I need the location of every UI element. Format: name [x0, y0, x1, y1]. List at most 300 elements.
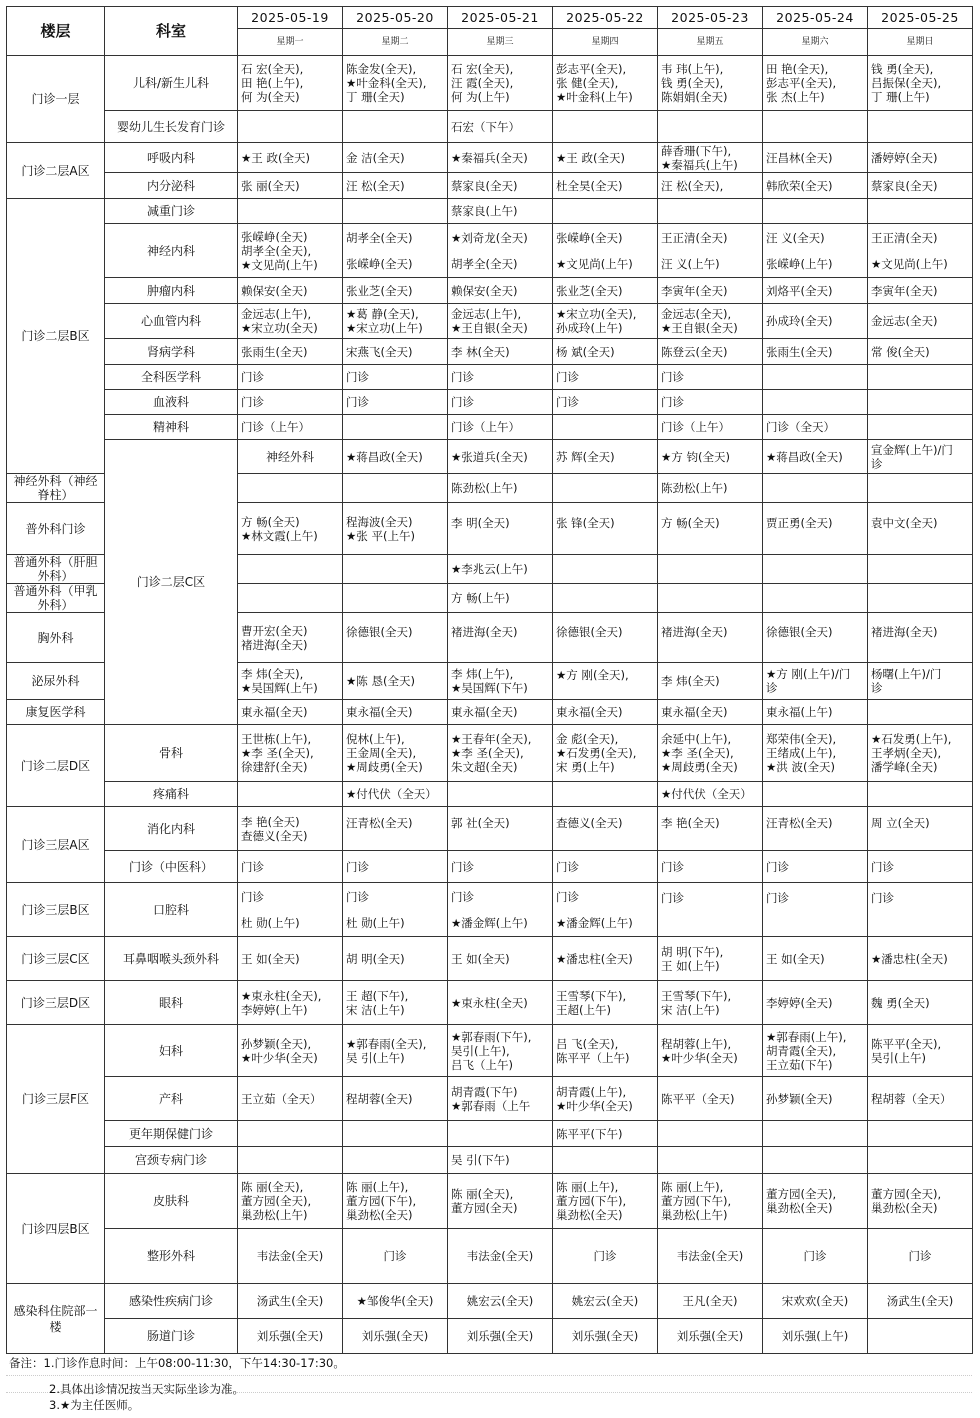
doctor-entry: 杜 勋(上午) [241, 915, 300, 930]
schedule-cell [343, 1229, 448, 1284]
floor-cell: 门诊二层B区 [7, 199, 105, 474]
schedule-cell [553, 143, 658, 173]
weekday-header: 星期五 [658, 29, 763, 56]
doctor-entry: 褚进海(全天) [871, 624, 938, 639]
schedule-cell [763, 1319, 868, 1354]
doctor-entry: 汪昌林(全天) [766, 150, 833, 165]
doctor-entry [661, 530, 759, 542]
doctor-entry: ★方 刚(全天), [556, 668, 629, 682]
doctor-entry: 赖保安(全天) [241, 283, 308, 298]
doctor-entry: 金 洁(全天) [346, 150, 405, 165]
doctor-entry: 胡青霞(全天), [766, 1043, 837, 1058]
doctor-entry [346, 245, 444, 257]
doctor-entry: 门诊（全天） [766, 420, 835, 434]
schedule-cell [553, 584, 658, 613]
schedule-cell [868, 365, 973, 390]
doctor-entry: 张 锋(全天) [556, 515, 615, 530]
dept-cell: 普外科门诊 [7, 503, 105, 555]
schedule-cell [553, 365, 658, 390]
doctor-entry [241, 904, 339, 916]
doctor-entry: 汪 霞(全天), [451, 76, 514, 90]
schedule-cell [868, 111, 973, 143]
dept-cell: 感染性疾病门诊 [105, 1284, 238, 1319]
table-row [7, 1077, 973, 1121]
schedule-cell [448, 1319, 553, 1354]
doctor-entry: 赖保安(全天) [451, 283, 518, 298]
schedule-cell [448, 224, 553, 278]
schedule-cell [658, 1174, 763, 1229]
schedule-cell [238, 173, 343, 199]
dept-cell: 整形外科 [105, 1229, 238, 1284]
schedule-cell [553, 224, 658, 278]
doctor-entry: 门诊 [241, 370, 264, 384]
schedule-cell [448, 365, 553, 390]
doctor-entry: ★秦福兵(全天) [451, 150, 528, 165]
doctor-entry: 吴引(上午) [871, 1050, 926, 1065]
table-row [7, 199, 973, 224]
doctor-entry: 石 宏(全天), [241, 62, 304, 76]
schedule-cell [553, 56, 658, 111]
schedule-cell [763, 883, 868, 937]
doctor-entry: ★林文霞(上午) [241, 528, 318, 543]
doctor-entry: 徐德银(全天) [346, 624, 413, 639]
doctor-entry: 程海波(全天) [346, 514, 413, 529]
doctor-entry: 门诊 [451, 859, 474, 874]
schedule-cell [553, 807, 658, 851]
schedule-cell [553, 440, 658, 474]
schedule-cell [868, 584, 973, 613]
doctor-entry: 张嵘峥(全天) [556, 230, 623, 245]
schedule-cell [343, 173, 448, 199]
doctor-entry: 门诊 [241, 859, 264, 874]
doctor-entry: 刘乐强(全天) [361, 1329, 429, 1343]
schedule-cell [238, 981, 343, 1025]
doctor-entry: 汪 义(全天) [766, 230, 825, 245]
schedule-cell [343, 304, 448, 339]
schedule-cell [658, 111, 763, 143]
doctor-entry: 汤武生(全天) [256, 1294, 324, 1308]
dept-cell: 骨科 [105, 725, 238, 782]
doctor-entry [766, 245, 864, 257]
doctor-entry: ★吴国辉(上午) [241, 681, 318, 695]
schedule-cell [658, 1121, 763, 1147]
schedule-cell [868, 807, 973, 851]
date-header: 2025-05-22 [553, 7, 658, 29]
schedule-cell [448, 111, 553, 143]
doctor-entry: ★吴国辉(下午) [451, 681, 528, 695]
doctor-entry [661, 245, 759, 257]
schedule-cell [448, 1077, 553, 1121]
table-row [7, 415, 973, 440]
dept-header: 科室 [105, 7, 238, 56]
schedule-cell [763, 584, 868, 613]
schedule-cell [343, 613, 448, 663]
doctor-entry: 杨 斌(全天) [556, 344, 615, 359]
doctor-entry: ★文见尚(上午) [556, 256, 633, 271]
schedule-cell [553, 782, 658, 807]
schedule-cell [553, 555, 658, 584]
schedule-cell [868, 278, 973, 304]
schedule-cell [658, 782, 763, 807]
doctor-entry [871, 639, 969, 651]
doctor-entry: 陈金发(全天), [346, 62, 417, 76]
schedule-cell [868, 503, 973, 555]
doctor-entry: 東永福(全天) [451, 705, 518, 719]
doctor-entry: 王金周(全天), [346, 746, 417, 760]
schedule-cell [553, 304, 658, 339]
schedule-cell [238, 56, 343, 111]
doctor-entry: ★王自银(全天) [661, 321, 738, 335]
weekday-header: 星期六 [763, 29, 868, 56]
doctor-entry: ★秦福兵(上午) [661, 157, 738, 172]
doctor-entry: 王凡(全天) [682, 1294, 738, 1308]
doctor-entry [451, 904, 549, 916]
schedule-cell [763, 1025, 868, 1077]
doctor-entry: 门诊 [556, 395, 579, 409]
doctor-entry [661, 639, 759, 651]
doctor-entry: 宋 洁(上午) [346, 1002, 405, 1017]
schedule-cell [553, 474, 658, 503]
doctor-entry: 陈劲松(上午) [451, 481, 518, 495]
schedule-cell [448, 1025, 553, 1077]
dept-cell: 眼科 [105, 981, 238, 1025]
schedule-cell [868, 663, 973, 700]
doctor-entry: 王雪琴(下午), [556, 988, 627, 1003]
doctor-entry: 门诊 [241, 889, 264, 904]
doctor-entry: 徐德银(全天) [766, 624, 833, 639]
schedule-cell [238, 1147, 343, 1174]
date-header: 2025-05-21 [448, 7, 553, 29]
schedule-cell [238, 224, 343, 278]
schedule-cell [448, 851, 553, 883]
doctor-entry [346, 904, 444, 916]
table-row [7, 224, 973, 278]
doctor-entry: 陈 丽(全天), [241, 1180, 304, 1194]
table-row [7, 173, 973, 199]
dept-cell: 门诊（中医科） [105, 851, 238, 883]
doctor-entry: 门诊 [346, 370, 369, 384]
schedule-cell [658, 304, 763, 339]
doctor-entry: 李 炜(全天) [661, 674, 720, 688]
schedule-cell [763, 304, 868, 339]
schedule-cell [343, 1025, 448, 1077]
doctor-entry: 王 如(全天) [766, 951, 825, 966]
schedule-cell [553, 1147, 658, 1174]
schedule-cell [238, 390, 343, 415]
doctor-entry: 王 如(上午) [661, 958, 720, 973]
doctor-entry: ★郭春雨(上午), [766, 1029, 847, 1044]
schedule-cell [868, 474, 973, 503]
doctor-entry: 東永福(全天) [346, 705, 413, 719]
table-row [7, 1284, 973, 1319]
schedule-cell [868, 700, 973, 725]
doctor-entry: 倪林(上午), [346, 732, 405, 746]
doctor-entry: 董方园(全天), [766, 1187, 837, 1201]
schedule-cell [658, 365, 763, 390]
doctor-entry [451, 639, 549, 651]
schedule-cell [868, 415, 973, 440]
doctor-entry: 门诊 [871, 890, 894, 905]
floor-cell: 门诊二层D区 [7, 725, 105, 807]
schedule-cell [343, 111, 448, 143]
doctor-entry: 王立茹(下午) [766, 1057, 833, 1072]
doctor-entry: 巢劲松(上午) [661, 1208, 728, 1222]
dept-cell: 胸外科 [7, 613, 105, 663]
schedule-cell [868, 304, 973, 339]
doctor-entry: ★王 政(全天) [241, 150, 310, 165]
doctor-entry: 门诊 [908, 1249, 932, 1263]
doctor-entry [871, 830, 969, 842]
schedule-cell [553, 503, 658, 555]
doctor-entry: 张嵘峥(全天) [346, 256, 413, 271]
doctor-entry: 王立茹（全天） [241, 1091, 322, 1106]
doctor-entry: 周 立(全天) [871, 815, 930, 830]
doctor-entry: 徐建舒(全天) [241, 760, 308, 774]
schedule-cell [658, 663, 763, 700]
doctor-entry: 张 丽(全天) [241, 178, 300, 193]
doctor-entry: 吕振保(全天), [871, 76, 942, 90]
doctor-entry: 王 如(全天) [451, 951, 510, 966]
schedule-cell [763, 851, 868, 883]
schedule-cell [238, 111, 343, 143]
doctor-entry: ★宋立功(全天), [556, 307, 637, 321]
table-row [7, 365, 973, 390]
schedule-cell [868, 1284, 973, 1319]
dept-cell: 神经外科 [238, 440, 343, 474]
doctor-entry: ★张道兵(全天) [451, 449, 528, 464]
schedule-cell [343, 663, 448, 700]
schedule-cell [238, 1121, 343, 1147]
doctor-entry: 贾正勇(全天) [766, 515, 833, 530]
doctor-entry: 宣金辉(上午)/门 [871, 442, 953, 457]
schedule-cell [448, 1147, 553, 1174]
doctor-entry: 巢劲松(上午) [241, 1208, 308, 1222]
schedule-cell [868, 1229, 973, 1284]
doctor-entry: 蔡家良(全天) [871, 178, 938, 193]
dept-cell: 血液科 [105, 390, 238, 415]
doctor-entry: ★周歧勇(全天) [346, 760, 423, 774]
doctor-entry: 董方园(全天) [451, 1201, 518, 1215]
schedule-cell [553, 339, 658, 365]
schedule-cell [343, 474, 448, 503]
schedule-cell [763, 1147, 868, 1174]
doctor-entry: ★周歧勇(全天) [661, 760, 738, 774]
schedule-cell [553, 111, 658, 143]
doctor-entry: 王雪琴(下午), [661, 988, 732, 1003]
doctor-entry: 李 明(全天) [451, 515, 510, 530]
schedule-cell [448, 584, 553, 613]
doctor-entry: 石宏（下午） [451, 119, 520, 134]
schedule-cell [868, 1319, 973, 1354]
schedule-cell [763, 1077, 868, 1121]
doctor-entry: 苏 辉(全天) [556, 449, 615, 464]
doctor-entry: 张嵘峥(上午) [766, 256, 833, 271]
schedule-cell [238, 339, 343, 365]
schedule-cell [343, 937, 448, 981]
doctor-entry: 李 炜(全天), [241, 667, 304, 681]
doctor-entry: ★潘忠柱(全天) [871, 951, 948, 966]
doctor-entry: 董方园(下午), [661, 1194, 732, 1208]
schedule-cell [238, 584, 343, 613]
doctor-entry: 汪青松(全天) [346, 815, 413, 830]
schedule-cell [238, 937, 343, 981]
schedule-cell [238, 807, 343, 851]
dept-cell: 泌尿外科 [7, 663, 105, 700]
doctor-entry [661, 917, 759, 929]
dept-cell: 神经内科 [105, 224, 238, 278]
doctor-entry: 董方园(下午), [556, 1194, 627, 1208]
doctor-entry [871, 245, 969, 257]
schedule-cell [553, 199, 658, 224]
doctor-entry: 彭志平(全天), [766, 76, 837, 90]
dept-cell: 肾病学科 [105, 339, 238, 365]
schedule-cell [343, 1077, 448, 1121]
note-line: 3.★为主任医师。 [49, 1398, 140, 1412]
schedule-cell [763, 199, 868, 224]
doctor-entry: ★蒋昌政(全天) [766, 449, 843, 464]
doctor-entry: ★叶少华(全天) [661, 1050, 738, 1065]
doctor-entry: ★张 平(上午) [346, 528, 415, 543]
schedule-cell [448, 725, 553, 782]
doctor-entry: 王超(上午) [556, 1002, 611, 1017]
schedule-cell [553, 415, 658, 440]
doctor-entry: ★宋立功(上午) [346, 321, 423, 335]
doctor-entry: 田 艳(全天), [766, 62, 829, 76]
doctor-entry: 门诊 [451, 395, 474, 409]
doctor-entry: 刘乐强(全天) [256, 1329, 324, 1343]
doctor-entry: 李婷婷(全天) [766, 995, 833, 1010]
doctor-entry: 王孝炳(全天), [871, 746, 942, 760]
doctor-entry: ★葛 静(全天), [346, 307, 419, 321]
schedule-cell [553, 390, 658, 415]
doctor-entry: 曹开宏(全天) [241, 623, 308, 638]
floor-cell: 门诊二层C区 [105, 440, 238, 725]
schedule-cell [658, 1229, 763, 1284]
doctor-entry: 巢劲松(全天) [346, 1208, 413, 1222]
schedule-cell [868, 555, 973, 584]
doctor-entry [556, 904, 654, 916]
doctor-entry [766, 530, 864, 542]
doctor-entry: ★潘金辉(上午) [556, 915, 633, 930]
schedule-cell [448, 304, 553, 339]
doctor-entry: 蔡家良(全天) [451, 178, 518, 193]
doctor-entry: 宋 洁(上午) [661, 1002, 720, 1017]
doctor-entry [661, 830, 759, 842]
schedule-cell [763, 981, 868, 1025]
schedule-cell [343, 1121, 448, 1147]
doctor-entry: 董方园(全天), [241, 1194, 312, 1208]
note-line: 2.具体出诊情况按当天实际坐诊为准。 [49, 1382, 244, 1396]
doctor-entry: 金 彪(全天), [556, 732, 619, 746]
doctor-entry: 王绪成(上午), [766, 746, 837, 760]
doctor-entry: ★方 钧(全天) [661, 449, 730, 464]
doctor-entry: 何 为(上午) [451, 90, 510, 104]
doctor-entry: 何 为(全天) [241, 90, 300, 104]
schedule-cell [763, 503, 868, 555]
doctor-entry: 姚宏云(全天) [571, 1294, 639, 1308]
schedule-cell [763, 1174, 868, 1229]
doctor-entry [556, 682, 654, 694]
schedule-cell [553, 613, 658, 663]
schedule-cell [553, 937, 658, 981]
schedule-cell [658, 1319, 763, 1354]
schedule-cell [238, 613, 343, 663]
schedule-cell [238, 555, 343, 584]
floor-cell: 门诊四层B区 [7, 1174, 105, 1284]
doctor-entry [871, 917, 969, 929]
schedule-cell [763, 613, 868, 663]
table-row [7, 807, 973, 851]
table-row [7, 440, 973, 474]
schedule-cell [553, 700, 658, 725]
schedule-cell [343, 365, 448, 390]
schedule-cell [658, 199, 763, 224]
floor-cell: 感染科住院部一楼 [7, 1284, 105, 1354]
schedule-cell [343, 1147, 448, 1174]
schedule-cell [658, 415, 763, 440]
doctor-entry: 魏 勇(全天) [871, 995, 930, 1010]
schedule-cell [868, 1077, 973, 1121]
doctor-entry: 巢劲松(全天) [766, 1201, 833, 1215]
schedule-cell [448, 339, 553, 365]
doctor-entry: 陈 丽(上午), [556, 1180, 619, 1194]
doctor-entry: ★叶少华(全天) [556, 1098, 633, 1113]
table-row [7, 851, 973, 883]
schedule-cell [658, 937, 763, 981]
doctor-entry: 门诊 [661, 395, 684, 409]
schedule-cell [448, 883, 553, 937]
doctor-entry: 刘乐强(全天) [571, 1329, 639, 1343]
note-line: 备注：1.门诊作息时间：上午08:00-11:30，下午14:30-17:30。 [9, 1356, 345, 1370]
schedule-cell [343, 700, 448, 725]
schedule-cell [763, 700, 868, 725]
schedule-cell [448, 1284, 553, 1319]
schedule-cell [763, 143, 868, 173]
schedule-cell [238, 143, 343, 173]
table-row [7, 782, 973, 807]
doctor-entry: 张业芝(全天) [556, 283, 623, 298]
schedule-cell [343, 440, 448, 474]
doctor-entry: ★王自银(全天) [451, 321, 528, 335]
doctor-entry [451, 245, 549, 257]
dept-cell: 产科 [105, 1077, 238, 1121]
floor-cell: 门诊三层F区 [7, 1025, 105, 1174]
schedule-cell [343, 278, 448, 304]
table-row [7, 278, 973, 304]
doctor-entry [556, 530, 654, 542]
schedule-cell [553, 1229, 658, 1284]
dept-cell: 内分泌科 [105, 173, 238, 199]
dept-cell: 消化内科 [105, 807, 238, 851]
schedule-cell [763, 1121, 868, 1147]
schedule-cell [868, 143, 973, 173]
doctor-entry: 余延中(上午), [661, 732, 732, 746]
schedule-cell [238, 1319, 343, 1354]
table-row [7, 143, 973, 173]
schedule-cell [238, 663, 343, 700]
schedule-cell [448, 700, 553, 725]
doctor-entry: ★叶少华(全天) [241, 1050, 318, 1065]
doctor-entry: 门诊 [661, 859, 684, 874]
schedule-cell [448, 143, 553, 173]
doctor-entry: 刘乐强(全天) [466, 1329, 534, 1343]
doctor-entry: 门诊 [451, 889, 474, 904]
doctor-entry: 韦 玮(上午), [661, 62, 724, 76]
doctor-entry: 胡青霞(下午) [451, 1084, 518, 1099]
schedule-cell [658, 224, 763, 278]
doctor-entry: 李 林(全天) [451, 344, 510, 359]
schedule-cell [238, 304, 343, 339]
